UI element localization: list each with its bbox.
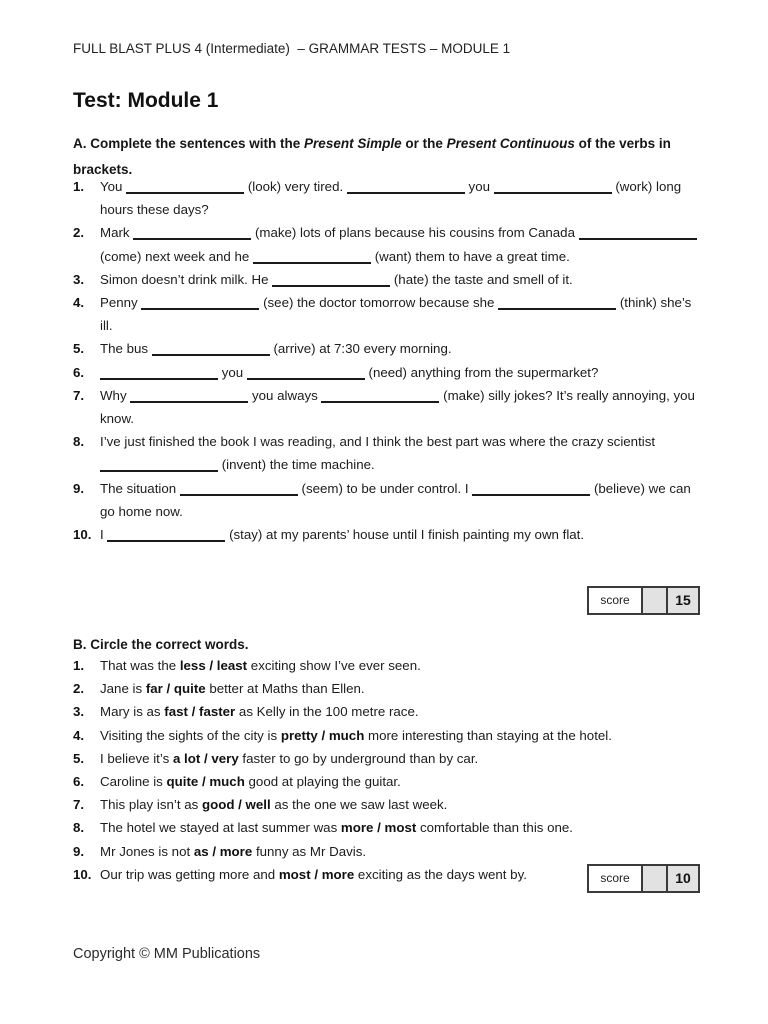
item-text: better at Maths than Ellen. [205, 681, 365, 697]
item-number: 1. [73, 179, 85, 194]
item-text: as / more [193, 843, 253, 859]
item-text: a lot / very [172, 750, 239, 766]
item-text: The bus [100, 341, 152, 357]
exercise-item [73, 361, 699, 384]
item-text: (stay) at my parents’ house until I finish painting my own flat. [225, 527, 585, 543]
item-text: good / well [201, 797, 271, 813]
score-empty-cell [641, 866, 668, 891]
item-text: (invent) the time machine. [218, 457, 375, 473]
item-text: you always [248, 387, 322, 403]
item-text: Caroline is [100, 774, 167, 790]
section-a-score-box [587, 586, 700, 615]
answer-blank [126, 178, 244, 194]
item-number: 7. [73, 387, 85, 403]
item-text: (work) long hours these days? [100, 179, 682, 218]
item-text: Our trip was getting more and [100, 866, 279, 882]
item-text: (want) them to have a great time. [371, 248, 570, 264]
exercise-item [73, 430, 699, 476]
document-header: FULL BLAST PLUS 4 (Intermediate) – GRAMMAR TESTS – MODULE 1 [73, 41, 511, 56]
item-text: exciting as the days went by. [354, 866, 527, 882]
item-text: (arrive) at 7:30 every morning. [269, 341, 452, 357]
item-text: quite / much [166, 774, 245, 790]
item-number: 1. [73, 658, 85, 673]
item-body [100, 477, 699, 523]
item-text: Why [100, 387, 131, 403]
item-number: 9. [73, 843, 85, 859]
item-text: more interesting than staying at the hotel. [364, 727, 612, 743]
item-text: faster to go by underground than by car. [238, 750, 479, 766]
score-empty-cell [641, 588, 668, 613]
score-max-value: 15 [668, 588, 698, 613]
heading-text: of the verbs in brackets. [73, 136, 671, 177]
exercise-item [73, 268, 699, 291]
item-text: Jane is [100, 681, 146, 697]
item-body [100, 361, 699, 384]
item-number: 6. [73, 774, 85, 790]
answer-blank [253, 248, 371, 264]
exercise-item [73, 816, 699, 839]
item-text: Mary is as [100, 704, 165, 720]
item-body [100, 770, 699, 793]
item-text: (see) the doctor tomorrow because she [259, 295, 499, 311]
answer-blank [498, 294, 616, 310]
item-text: (make) lots of plans because his cousins from Canada [251, 225, 579, 241]
answer-blank [247, 364, 365, 380]
item-body [100, 384, 699, 430]
answer-blank [494, 178, 612, 194]
exercise-item [73, 384, 699, 430]
item-number: 3. [73, 271, 85, 287]
exercise-item [73, 793, 699, 816]
answer-blank [272, 271, 390, 287]
item-text: (seem) to be under control. I [297, 480, 473, 496]
score-max-value: 10 [668, 866, 698, 891]
answer-blank [133, 224, 251, 240]
heading-text: Present Continuous [446, 136, 575, 151]
item-body [100, 221, 699, 267]
item-text: Mark [100, 225, 134, 241]
item-text: (believe) we can go home now. [100, 480, 691, 519]
exercise-item [73, 477, 699, 523]
copyright-footer: Copyright © MM Publications [73, 946, 261, 962]
section-b-score-box [587, 864, 700, 893]
exercise-item [73, 677, 699, 700]
item-number: 10. [73, 866, 92, 882]
answer-blank [347, 178, 465, 194]
item-text: more / most [340, 820, 417, 836]
item-number: 4. [73, 727, 85, 743]
item-text: fast / faster [164, 704, 236, 720]
item-body [100, 840, 699, 863]
item-text: Mr Jones is not [100, 843, 194, 859]
heading-text: or the [401, 136, 447, 151]
item-text: Visiting the sights of the city is [100, 727, 281, 743]
item-text: good at playing the guitar. [244, 774, 401, 790]
item-number: 2. [73, 225, 85, 241]
answer-blank [130, 387, 248, 403]
item-body [100, 337, 699, 360]
heading-text: B. Circle the correct words. [73, 637, 249, 652]
exercise-item [73, 654, 699, 677]
score-label: score [589, 866, 641, 891]
item-text: (come) next week and he [100, 248, 253, 264]
item-number: 2. [73, 681, 85, 697]
item-body [100, 724, 699, 747]
item-number: 7. [73, 797, 85, 813]
answer-blank [579, 224, 697, 240]
item-text: you [464, 179, 494, 194]
exercise-item [73, 337, 699, 360]
item-body [100, 677, 699, 700]
item-text: I [100, 527, 108, 543]
item-text: The hotel we stayed at last summer was [100, 820, 341, 836]
exercise-item [73, 700, 699, 723]
item-number: 5. [73, 341, 85, 357]
item-text: This play isn’t as [100, 797, 202, 813]
answer-blank [180, 480, 298, 496]
item-text: (make) silly jokes? It’s really annoying, you know. [100, 387, 695, 427]
item-number: 8. [73, 434, 85, 450]
item-body [100, 268, 699, 291]
heading-text: Present Simple [304, 136, 402, 151]
item-number: 8. [73, 820, 85, 836]
exercise-item [73, 523, 699, 546]
item-body [100, 175, 699, 221]
item-text: exciting show I’ve ever seen. [247, 658, 421, 673]
exercise-item [73, 747, 699, 770]
item-text: I’ve just finished the book I was reading, and I think the best part was where the crazy scientist [100, 434, 656, 450]
item-text: funny as Mr Davis. [252, 843, 367, 859]
answer-blank [152, 340, 270, 356]
item-text: most / more [278, 866, 355, 882]
answer-blank [472, 480, 590, 496]
section-a-items [73, 175, 699, 546]
heading-text: A. Complete the sentences with the [73, 136, 305, 151]
item-text: I believe it’s [100, 750, 173, 766]
item-number: 3. [73, 704, 85, 720]
item-text: far / quite [145, 681, 206, 697]
item-number: 10. [73, 527, 92, 543]
item-text: you [218, 364, 247, 380]
answer-blank [321, 387, 439, 403]
item-text: You [100, 179, 127, 194]
exercise-item [73, 840, 699, 863]
answer-blank [100, 456, 218, 472]
item-text: Simon doesn’t drink milk. He [100, 271, 273, 287]
item-text: Penny [100, 295, 142, 311]
section-b-items [73, 654, 699, 886]
item-number: 5. [73, 750, 85, 766]
item-body [100, 816, 699, 839]
item-text: (need) anything from the supermarket? [364, 364, 599, 380]
answer-blank [141, 294, 259, 310]
item-number: 4. [73, 295, 85, 311]
item-text: as Kelly in the 100 metre race. [235, 704, 419, 720]
exercise-item [73, 724, 699, 747]
item-text: comfortable than this one. [416, 820, 573, 836]
item-text: That was the [100, 658, 180, 673]
answer-blank [107, 526, 225, 542]
item-text: (look) very tired. [244, 179, 347, 194]
item-body [100, 700, 699, 723]
item-text: less / least [179, 658, 248, 673]
item-body [100, 430, 699, 476]
item-text: (think) she’s ill. [100, 295, 692, 334]
item-body [100, 523, 699, 546]
item-number: 6. [73, 364, 85, 380]
item-text: pretty / much [280, 727, 365, 743]
item-text: The situation [100, 480, 180, 496]
item-body [100, 291, 699, 337]
score-label: score [589, 588, 641, 613]
item-text: (hate) the taste and smell of it. [390, 271, 573, 287]
page-title: Test: Module 1 [73, 89, 219, 112]
exercise-item [73, 291, 699, 337]
exercise-item [73, 770, 699, 793]
exercise-item [73, 221, 699, 267]
item-body [100, 654, 699, 677]
exercise-item [73, 175, 699, 221]
item-number: 9. [73, 480, 85, 496]
item-body [100, 747, 699, 770]
item-text: as the one we saw last week. [270, 797, 448, 813]
item-body [100, 793, 699, 816]
answer-blank [100, 364, 218, 380]
